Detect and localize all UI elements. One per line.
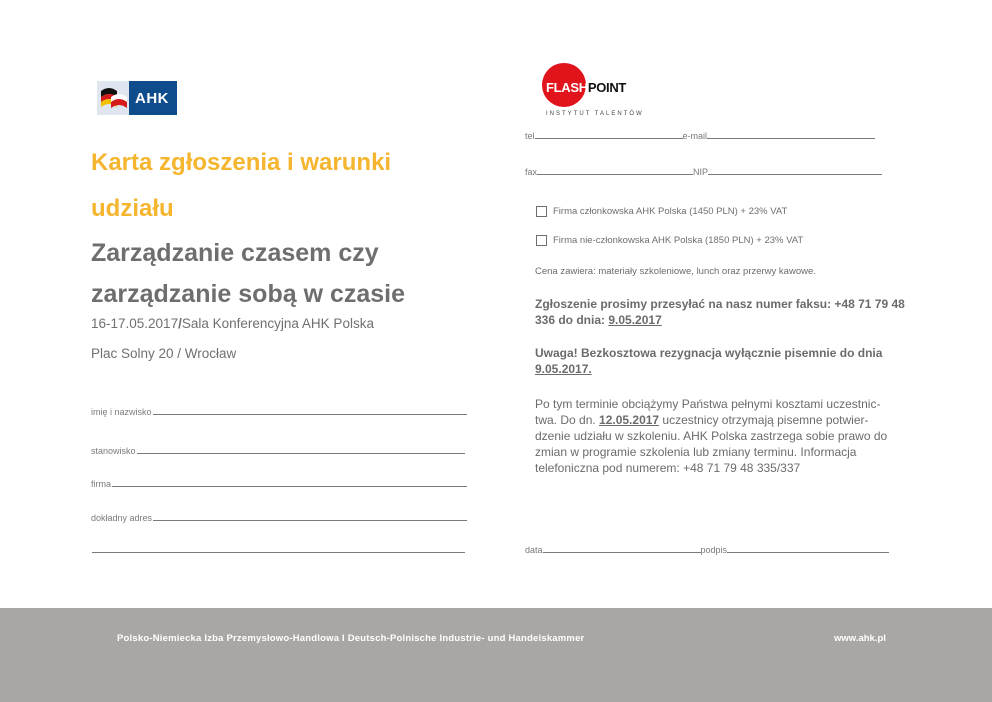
- option-member-label: Firma członkowska AHK Polska (1450 PLN) + 23% VAT: [553, 206, 788, 217]
- name-field-label: imię i nazwisko: [91, 407, 152, 417]
- signature-field[interactable]: [727, 552, 889, 553]
- date-field[interactable]: [543, 552, 701, 553]
- email-label: e-mail: [682, 131, 708, 141]
- terms-line1: Po tym terminie obciążymy Państwa pełnymi kosztami uczestnic-: [535, 397, 881, 411]
- option-member[interactable]: [536, 206, 787, 217]
- address-field-line: [153, 520, 467, 521]
- event-venue: Sala Konferencyjna AHK Polska: [181, 316, 374, 331]
- email-field[interactable]: [707, 138, 875, 139]
- course-title-line2: zarządzanie sobą w czasie: [91, 280, 406, 308]
- flashpoint-subtitle: INSTYTUT TALENTÓW: [546, 111, 644, 117]
- fax-deadline: 9.05.2017: [608, 313, 662, 327]
- flashpoint-flash: FLASH: [546, 80, 588, 95]
- nip-label: NIP: [693, 167, 709, 177]
- ahk-logo-text: AHK: [135, 89, 169, 107]
- price-note: Cena zawiera: materiały szkoleniowe, lunch oraz przerwy kawowe.: [535, 266, 816, 277]
- flag-icon: [97, 81, 129, 115]
- date-label: data: [525, 545, 543, 555]
- address-field[interactable]: [91, 509, 467, 523]
- signature-label: podpis: [700, 545, 728, 555]
- address-field-label: dokładny adres: [91, 513, 153, 523]
- company-field-label: firma: [91, 479, 111, 489]
- terms-line2-date: 12.05.2017: [599, 413, 660, 427]
- tel-field[interactable]: [535, 138, 683, 139]
- fax-notice: [535, 296, 905, 328]
- address-extra-line: [92, 552, 465, 553]
- terms-text: [535, 396, 887, 476]
- event-sep: /: [178, 316, 182, 331]
- flashpoint-logo: [546, 80, 626, 95]
- date-signature-row: [525, 541, 889, 555]
- cancel-notice-date: 9.05.2017.: [535, 362, 592, 376]
- cancel-notice: [535, 345, 882, 377]
- ahk-logo: [97, 81, 177, 115]
- nip-field[interactable]: [708, 174, 882, 175]
- company-field-line: [112, 486, 467, 487]
- footer-website-link[interactable]: www.ahk.pl: [834, 633, 886, 644]
- terms-line2-prefix: twa. Do dn.: [535, 413, 600, 427]
- terms-line2: [535, 412, 887, 428]
- option-member-checkbox[interactable]: [536, 206, 547, 217]
- name-field[interactable]: [91, 403, 467, 417]
- course-title-line1: Zarządzanie czasem czy: [91, 239, 379, 267]
- footer-bar: [0, 608, 992, 702]
- page-title-line1: Karta zgłoszenia i warunki: [91, 149, 392, 176]
- event-date-venue: [91, 316, 374, 331]
- fax-field[interactable]: [537, 174, 693, 175]
- terms-line3: dzenie udziału w szkoleniu. AHK Polska zastrzega sobie prawo do: [535, 429, 888, 443]
- position-field-label: stanowisko: [91, 446, 136, 456]
- tel-email-row: [525, 127, 875, 141]
- fax-notice-line2: [535, 312, 905, 328]
- tel-label: tel: [525, 131, 535, 141]
- option-non-member-checkbox[interactable]: [536, 235, 547, 246]
- event-address: Plac Solny 20 / Wrocław: [91, 346, 237, 361]
- option-non-member[interactable]: [536, 235, 803, 246]
- terms-line5: telefoniczna pod numerem: +48 71 79 48 335/337: [535, 461, 801, 475]
- option-non-member-label: Firma nie-członkowska AHK Polska (1850 PLN) + 23% VAT: [553, 235, 804, 246]
- fax-nip-row: [525, 163, 882, 177]
- fax-label: fax: [525, 167, 538, 177]
- cancel-notice-line1: Uwaga! Bezkosztowa rezygnacja wyłącznie pisemnie do dnia: [535, 346, 883, 360]
- fax-notice-prefix: 336 do dnia:: [535, 313, 609, 327]
- page-title-line2: udziału: [91, 195, 174, 222]
- position-field[interactable]: [91, 442, 465, 456]
- terms-line4: zmian w programie szkolenia lub zmiany terminu. Informacja: [535, 445, 857, 459]
- company-field[interactable]: [91, 475, 467, 489]
- position-field-line: [137, 453, 465, 454]
- footer-organization: Polsko-Niemiecka Izba Przemysłowo-Handlowa I Deutsch-Polnische Industrie- und Handelskammer: [117, 633, 585, 644]
- terms-line2-suffix: uczestnicy otrzymają pisemne potwier-: [659, 413, 869, 427]
- fax-notice-line1: Zgłoszenie prosimy przesyłać na nasz numer faksu: +48 71 79 48: [535, 297, 905, 311]
- flashpoint-point: POINT: [587, 80, 627, 95]
- event-date: 16-17.05.2017: [91, 316, 179, 331]
- address-field-extra[interactable]: [91, 541, 465, 555]
- name-field-line: [153, 414, 467, 415]
